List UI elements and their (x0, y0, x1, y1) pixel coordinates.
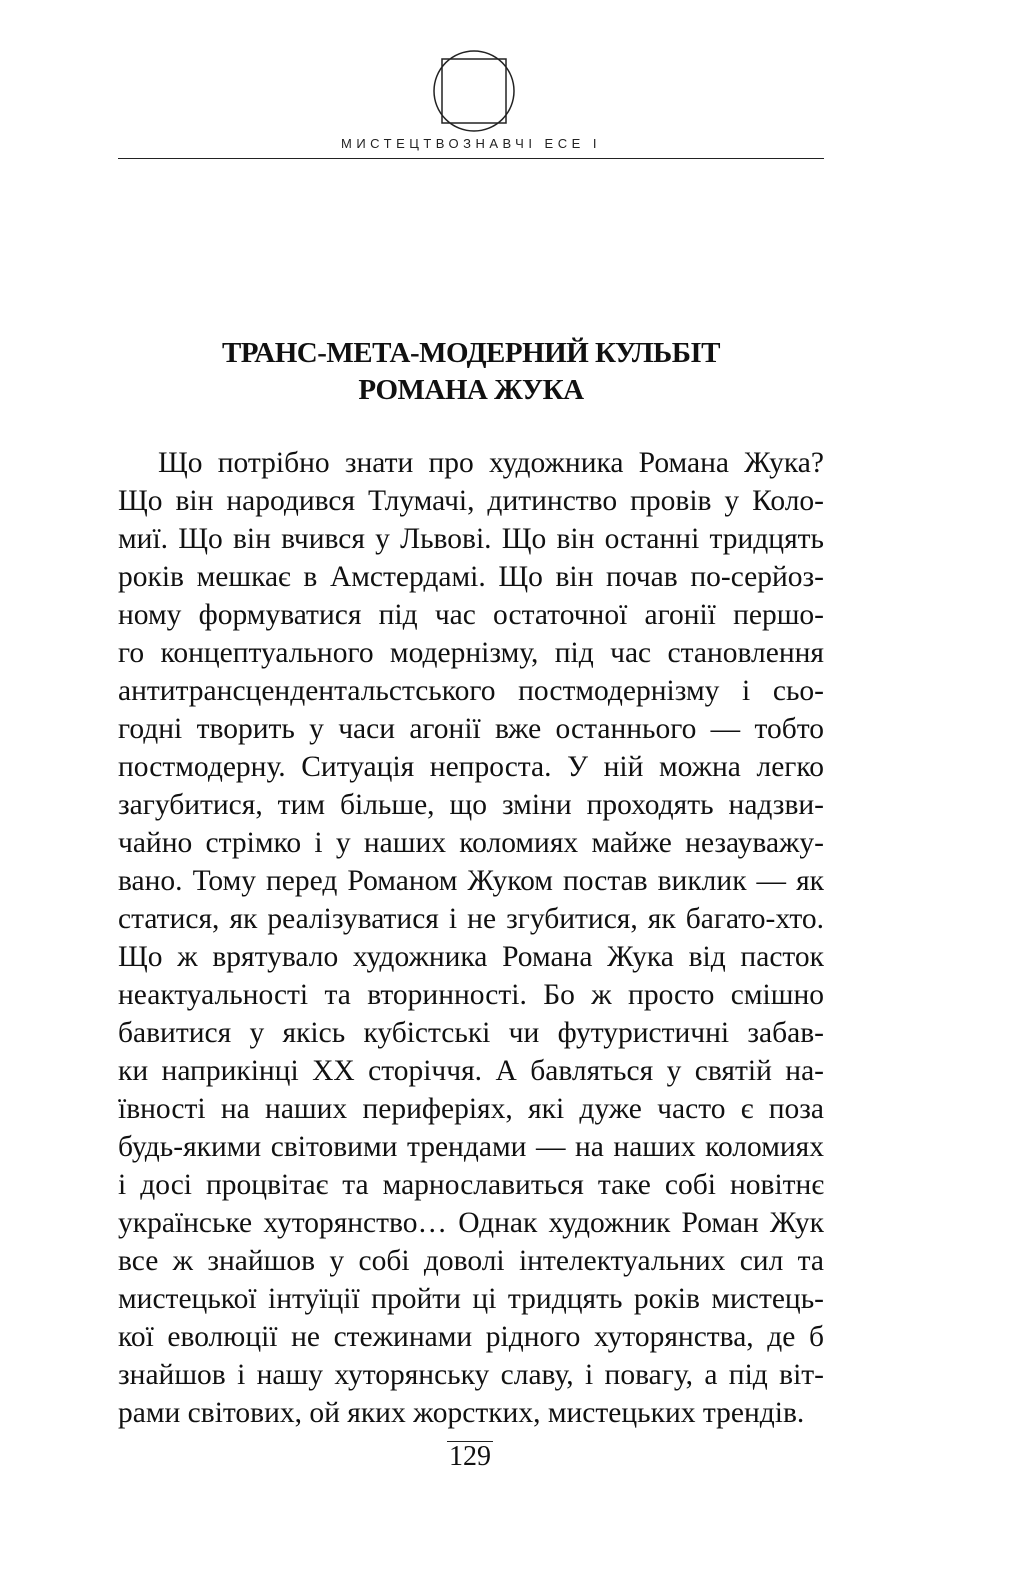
body-line: і досі процвітає та марнославиться таке собі новітнє (118, 1169, 824, 1201)
body-line: ному формуватися під час остаточної агонії першо- (118, 599, 824, 631)
body-line: мистецької інтуїції пройти ці тридцять років мистець- (118, 1283, 824, 1315)
body-paragraph (118, 444, 824, 1432)
body-line: чайно стрімко і у наших коломиях майже незауважу- (118, 827, 824, 859)
body-line: неактуальності та вторинності. Бо ж просто смішно (118, 979, 824, 1011)
body-line: Що він народився Тлумачі, дитинство провів у Коло- (118, 485, 824, 517)
body-line: бавитися у якісь кубістські чи футуристичні забав- (118, 1017, 824, 1049)
body-line: постмодерну. Ситуація непроста. У ній можна легко (118, 751, 824, 783)
body-line: ки наприкінці ХХ сторіччя. А бавляться у святій на- (118, 1055, 824, 1087)
chapter-title-line-2: РОМАНА ЖУКА (358, 374, 584, 406)
body-line: українське хуторянство… Однак художник Роман Жук (118, 1207, 824, 1239)
chapter-title (118, 335, 824, 409)
body-line: Що ж врятувало художника Романа Жука від пасток (118, 941, 824, 973)
page-number: 129 (449, 1441, 491, 1472)
body-line: загубитися, тим більше, що зміни проходять надзви- (118, 789, 824, 821)
chapter-title-line-1: ТРАНС-МЕТА-МОДЕРНИЙ КУЛЬБІТ (221, 337, 721, 369)
body-line: го концептуального модернізму, під час становлення (118, 637, 824, 669)
body-line: знайшов і нашу хуторянську славу, і повагу, а під віт- (118, 1359, 824, 1391)
body-line: вано. Тому перед Романом Жуком постав виклик — як (118, 865, 824, 897)
header-rule (118, 158, 824, 159)
body-line: будь-якими світовими трендами — на наших коломиях (118, 1131, 824, 1163)
body-line: статися, як реалізуватися і не згубитися, як багато-хто. (118, 903, 824, 935)
square-in-circle-emblem-icon (432, 49, 516, 133)
body-line: все ж знайшов у собі доволі інтелектуальних сил та (118, 1245, 824, 1277)
body-line: кої еволюції не стежинами рідного хуторянства, де б (118, 1321, 824, 1353)
body-line: годні творить у часи агонії вже останнього — тобто (118, 713, 824, 745)
body-line: ївності на наших периферіях, які дуже часто є поза (118, 1093, 824, 1125)
body-line: Що потрібно знати про художника Романа Жука? (158, 447, 824, 479)
running-head: МИСТЕЦТВОЗНАВЧІ ЕСЕ І (341, 136, 601, 151)
body-line: миї. Що він вчився у Львові. Що він останні тридцять (118, 523, 824, 555)
body-line: рами світових, ой яких жорстких, мистецьких трендів. (118, 1397, 805, 1429)
body-line: років мешкає в Амстердамі. Що він почав по-серйоз- (118, 561, 824, 593)
body-line: антитрансцендентальстського постмодернізму і сьо- (118, 675, 824, 707)
